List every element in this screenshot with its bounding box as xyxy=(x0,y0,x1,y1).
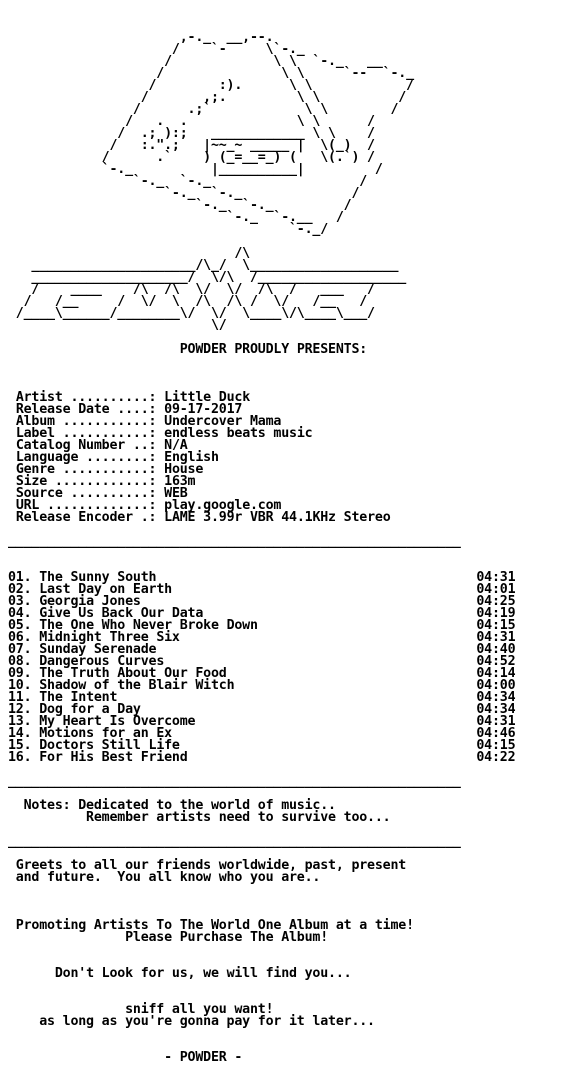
ascii-art-line: `-._ `-._ / xyxy=(8,198,352,213)
ascii-art-line: / ,;. \ \ / xyxy=(8,90,407,105)
info-row: Size ............: 163m xyxy=(15,474,196,489)
info-label: Artist .......... xyxy=(15,390,149,405)
track-duration: 04:40 xyxy=(476,642,516,657)
track-number: 16. xyxy=(8,750,32,765)
info-value: endless beats music xyxy=(164,426,313,441)
info-label: Release Date .... xyxy=(15,402,149,417)
ascii-art-line: ,-._ __,--. xyxy=(8,30,274,45)
divider-line: __________________________________________________________ xyxy=(8,834,461,849)
sniff-block xyxy=(8,1004,515,1028)
track-duration: 04:22 xyxy=(476,750,516,765)
greets-line: Greets to all our friends worldwide, past, present xyxy=(8,858,407,873)
track-number: 08. xyxy=(8,654,32,669)
powder-ascii-logo xyxy=(8,248,515,332)
track-title: Midnight Three Six xyxy=(39,630,477,645)
track-title: The Intent xyxy=(39,690,477,705)
logo-line: / /__ / \/ \ /\ /\ / \/ /__ / xyxy=(8,294,368,309)
track-number: 06. xyxy=(8,630,32,645)
info-value: play.google.com xyxy=(164,498,282,513)
info-row: Release Date ....: 09-17-2017 xyxy=(15,402,243,417)
track-number: 10. xyxy=(8,678,32,693)
ascii-art-line: / .;` \ \ / xyxy=(8,102,399,117)
ascii-art-line: / \ \ `-- `-._ xyxy=(8,66,414,81)
info-row: Album ...........: Undercover Mama xyxy=(15,414,282,429)
info-value: English xyxy=(164,450,219,465)
track-title: Motions for an Ex xyxy=(39,726,477,741)
logo-line: /____\______/________\/ \/ \____\/\____\___/ xyxy=(8,306,375,321)
info-value: LAME 3.99r VBR 44.1KHz Stereo xyxy=(164,510,391,525)
sniff-line: sniff all you want! xyxy=(8,1002,274,1017)
divider-line: __________________________________________________________ xyxy=(8,774,461,789)
track-number: 02. xyxy=(8,582,32,597)
info-row: Label ...........: endless beats music xyxy=(15,426,313,441)
track-title: Sunday Serenade xyxy=(39,642,477,657)
cocaine-mirror-ascii-art xyxy=(8,32,515,236)
info-row: URL .............: play.google.com xyxy=(15,498,282,513)
logo-line: /\ xyxy=(8,246,250,261)
logo-line: \/ xyxy=(8,318,227,333)
ascii-art-line: `-._ `-._ / xyxy=(8,174,368,189)
ascii-art-line: `-._ `-._ / xyxy=(8,186,360,201)
info-row: Language ........: English xyxy=(15,450,219,465)
signature-line xyxy=(8,1052,515,1064)
info-row: Catalog Number ..: N/A xyxy=(15,438,188,453)
promo-line: Please Purchase The Album! xyxy=(8,930,329,945)
ascii-art-line: / .; ):; ____________ \ \ / xyxy=(8,126,375,141)
info-row: Genre ...........: House xyxy=(15,462,204,477)
track-number: 05. xyxy=(8,618,32,633)
track-title: The Sunny South xyxy=(39,570,477,585)
track-duration: 04:34 xyxy=(476,690,516,705)
info-row: Source ..........: WEB xyxy=(15,486,188,501)
info-value: House xyxy=(164,462,204,477)
sniff-line: as long as you're gonna pay for it later... xyxy=(8,1014,375,1029)
track-title: Give Us Back Our Data xyxy=(39,606,477,621)
info-label: Album ........... xyxy=(15,414,149,429)
release-info-block xyxy=(8,392,515,524)
track-number: 14. xyxy=(8,726,32,741)
logo-line: ____________________/ \/\ /___________________ xyxy=(8,270,407,285)
greets-line: and future. You all know who you are.. xyxy=(8,870,321,885)
track-title: For His Best Friend xyxy=(39,750,477,765)
info-label: Release Encoder . xyxy=(15,510,149,525)
info-row: Release Encoder .: LAME 3.99r VBR 44.1KHz Stereo xyxy=(15,510,391,525)
track-duration: 04:46 xyxy=(476,726,516,741)
promo-block xyxy=(8,920,515,944)
ascii-art-line: `-._ `-.__ / xyxy=(8,210,344,225)
ascii-art-line: / . . \ \ / xyxy=(8,114,375,129)
track-number: 07. xyxy=(8,642,32,657)
ascii-art-line: / :). \ \ / xyxy=(8,78,414,93)
track-number: 12. xyxy=(8,702,32,717)
logo-line: / ____ /\ /\ \/ \/ /\ / ___ / xyxy=(8,282,375,297)
track-duration: 04:31 xyxy=(476,714,516,729)
track-title: Dog for a Day xyxy=(39,702,477,717)
track-duration: 04:31 xyxy=(476,570,516,585)
ascii-art-line: / \ \ `-._ __ xyxy=(8,54,383,69)
track-title: Doctors Still Life xyxy=(39,738,477,753)
ascii-art-line: / `- \`-._ xyxy=(8,42,305,57)
info-label: URL ............. xyxy=(15,498,149,513)
info-label: Genre ........... xyxy=(15,462,149,477)
track-title: Georgia Jones xyxy=(39,594,477,609)
promo-line: Promoting Artists To The World One Album at a time! xyxy=(8,918,414,933)
track-number: 15. xyxy=(8,738,32,753)
info-value: 09-17-2017 xyxy=(164,402,243,417)
info-label: Language ........ xyxy=(15,450,149,465)
notes-block xyxy=(8,800,515,824)
signature-text: - POWDER - xyxy=(164,1050,243,1065)
greets-block xyxy=(8,860,515,884)
track-title: The Truth About Our Food xyxy=(39,666,477,681)
find-line xyxy=(8,968,515,980)
ascii-art-line: / .` ) (_=__=_) ( \(.`) / xyxy=(8,150,375,165)
track-number: 03. xyxy=(8,594,32,609)
tracklist xyxy=(8,572,515,764)
track-duration: 04:19 xyxy=(476,606,516,621)
find-text: Don't Look for us, we will find you... xyxy=(54,966,352,981)
track-row xyxy=(8,750,515,765)
track-title: Last Day on Earth xyxy=(39,582,477,597)
info-value: N/A xyxy=(164,438,188,453)
track-duration: 04:34 xyxy=(476,702,516,717)
presents-line xyxy=(8,344,515,356)
info-label: Catalog Number .. xyxy=(15,438,149,453)
info-label: Size ............ xyxy=(15,474,149,489)
track-duration: 04:01 xyxy=(476,582,516,597)
notes-line: Remember artists need to survive too... xyxy=(8,810,391,825)
ascii-art-line: / :.".; |~~_~ _____ | \(_) / xyxy=(8,138,375,153)
track-title: My Heart Is Overcome xyxy=(39,714,477,729)
track-duration: 04:25 xyxy=(476,594,516,609)
info-label: Label ........... xyxy=(15,426,149,441)
info-value: Little Duck xyxy=(164,390,251,405)
info-value: 163m xyxy=(164,474,196,489)
logo-line: _____________________/\_/ \___________________ xyxy=(8,258,399,273)
track-duration: 04:14 xyxy=(476,666,516,681)
info-row: Artist ..........: Little Duck xyxy=(15,390,251,405)
track-title: Dangerous Curves xyxy=(39,654,477,669)
track-title: Shadow of the Blair Witch xyxy=(39,678,477,693)
presents-text: POWDER PROUDLY PRESENTS: xyxy=(179,342,368,357)
track-duration: 04:15 xyxy=(476,738,516,753)
info-value: Undercover Mama xyxy=(164,414,282,429)
track-number: 13. xyxy=(8,714,32,729)
track-duration: 04:52 xyxy=(476,654,516,669)
info-value: WEB xyxy=(164,486,188,501)
divider-line: __________________________________________________________ xyxy=(8,534,461,549)
track-number: 09. xyxy=(8,666,32,681)
track-duration: 04:00 xyxy=(476,678,516,693)
track-duration: 04:15 xyxy=(476,618,516,633)
ascii-art-line: `-._ |__________| / xyxy=(8,162,383,177)
track-title: The One Who Never Broke Down xyxy=(39,618,477,633)
track-number: 01. xyxy=(8,570,32,585)
track-number: 04. xyxy=(8,606,32,621)
track-duration: 04:31 xyxy=(476,630,516,645)
track-number: 11. xyxy=(8,690,32,705)
info-label: Source .......... xyxy=(15,486,149,501)
notes-line: Notes: Dedicated to the world of music.. xyxy=(8,798,336,813)
ascii-art-line: `-._/ xyxy=(8,222,329,237)
